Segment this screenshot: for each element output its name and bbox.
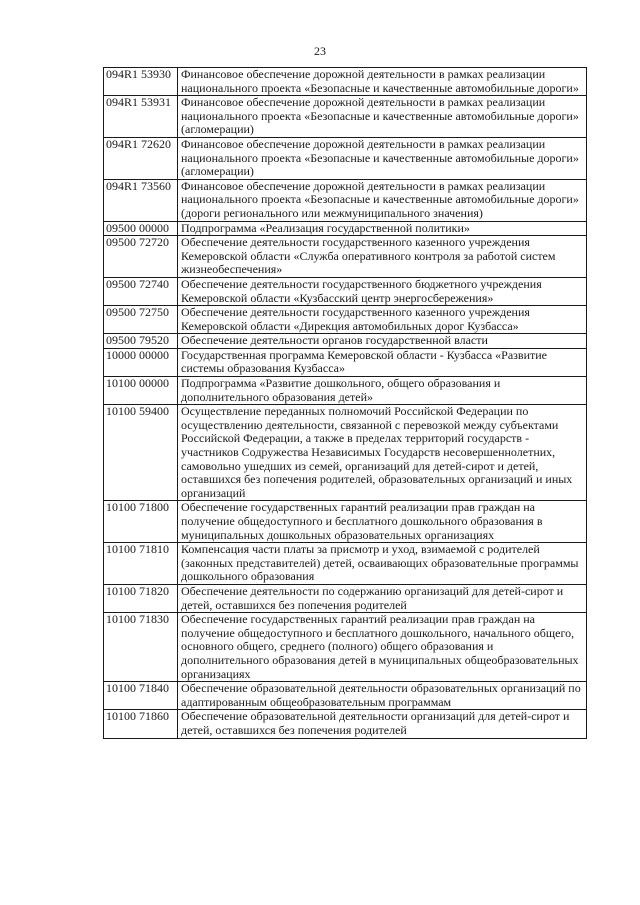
table-row xyxy=(104,348,587,376)
budget-code-table-body xyxy=(104,68,587,739)
code-cell: 094R1 73560 xyxy=(104,179,178,221)
code-cell: 10100 59400 xyxy=(104,405,178,501)
code-cell: 10000 00000 xyxy=(104,348,178,376)
description-cell: Обеспечение образовательной деятельности образовательных организаций по адаптированным общеобразовательным программам xyxy=(178,682,587,710)
description-cell: Обеспечение деятельности органов государственной власти xyxy=(178,334,587,349)
table-row xyxy=(104,377,587,405)
code-cell: 094R1 53930 xyxy=(104,68,178,96)
table-row xyxy=(104,710,587,738)
description-cell: Подпрограмма «Развитие дошкольного, общего образования и дополнительного образования детей» xyxy=(178,377,587,405)
code-cell: 10100 71800 xyxy=(104,501,178,543)
table-row xyxy=(104,179,587,221)
table-row xyxy=(104,96,587,138)
code-cell: 09500 72740 xyxy=(104,277,178,305)
table-row xyxy=(104,584,587,612)
description-cell: Осуществление переданных полномочий Российской Федерации по осуществлению деятельности, связанной с перевозкой между субъектами Российской Федерации, а также в пределах территорий государств - участников Содружества Независимых Государств несовершеннолетних, самовольно ушедших из семей, организаций для детей-сирот и детей, оставшихся без попечения родителей, образовательных организаций и иных организаций xyxy=(178,405,587,501)
description-cell: Финансовое обеспечение дорожной деятельности в рамках реализации национального проекта «Безопасные и качественные автомобильные дороги» (агломерации) xyxy=(178,137,587,179)
code-cell: 09500 79520 xyxy=(104,334,178,349)
description-cell: Финансовое обеспечение дорожной деятельности в рамках реализации национального проекта «Безопасные и качественные автомобильные дороги» xyxy=(178,68,587,96)
description-cell: Финансовое обеспечение дорожной деятельности в рамках реализации национального проекта «Безопасные и качественные автомобильные дороги» (дороги регионального или межмуниципального значения) xyxy=(178,179,587,221)
description-cell: Обеспечение государственных гарантий реализации прав граждан на получение общедоступного и бесплатного дошкольного, начального общего, основного общего, среднего (полного) общего образования и дополнительного образования детей в муниципальных общеобразовательных организациях xyxy=(178,613,587,682)
description-cell: Обеспечение деятельности государственного казенного учреждения Кемеровской области «Служба оперативного контроля за работой систем жизнеобеспечения» xyxy=(178,236,587,278)
table-row xyxy=(104,68,587,96)
table-row xyxy=(104,306,587,334)
code-cell: 10100 71840 xyxy=(104,682,178,710)
description-cell: Подпрограмма «Реализация государственной политики» xyxy=(178,221,587,236)
description-cell: Обеспечение образовательной деятельности организаций для детей-сирот и детей, оставшихся без попечения родителей xyxy=(178,710,587,738)
table-row xyxy=(104,221,587,236)
description-cell: Обеспечение деятельности по содержанию организаций для детей-сирот и детей, оставшихся без попечения родителей xyxy=(178,584,587,612)
table-row xyxy=(104,543,587,585)
table-row xyxy=(104,682,587,710)
page-number: 23 xyxy=(314,44,326,58)
table-row xyxy=(104,137,587,179)
description-cell: Компенсация части платы за присмотр и уход, взимаемой с родителей (законных представителей) детей, осваивающих образовательные программы дошкольного образования xyxy=(178,543,587,585)
code-cell: 094R1 72620 xyxy=(104,137,178,179)
code-cell: 094R1 53931 xyxy=(104,96,178,138)
code-cell: 10100 71830 xyxy=(104,613,178,682)
description-cell: Обеспечение деятельности государственного бюджетного учреждения Кемеровской области «Кузбасский центр энергосбережения» xyxy=(178,277,587,305)
description-cell: Обеспечение государственных гарантий реализации прав граждан на получение общедоступного и бесплатного дошкольного образования в муниципальных дошкольных образовательных организациях xyxy=(178,501,587,543)
budget-code-table xyxy=(103,67,587,739)
description-cell: Обеспечение деятельности государственного казенного учреждения Кемеровской области «Дирекция автомобильных дорог Кузбасса» xyxy=(178,306,587,334)
code-cell: 10100 71810 xyxy=(104,543,178,585)
description-cell: Государственная программа Кемеровской области - Кузбасса «Развитие системы образования Кузбасса» xyxy=(178,348,587,376)
table-row xyxy=(104,277,587,305)
table-row xyxy=(104,405,587,501)
description-cell: Финансовое обеспечение дорожной деятельности в рамках реализации национального проекта «Безопасные и качественные автомобильные дороги» (агломерации) xyxy=(178,96,587,138)
table-row xyxy=(104,613,587,682)
table-row xyxy=(104,236,587,278)
table-row xyxy=(104,334,587,349)
code-cell: 09500 00000 xyxy=(104,221,178,236)
code-cell: 10100 71820 xyxy=(104,584,178,612)
code-cell: 10100 71860 xyxy=(104,710,178,738)
code-cell: 09500 72720 xyxy=(104,236,178,278)
table-row xyxy=(104,501,587,543)
code-cell: 10100 00000 xyxy=(104,377,178,405)
code-cell: 09500 72750 xyxy=(104,306,178,334)
